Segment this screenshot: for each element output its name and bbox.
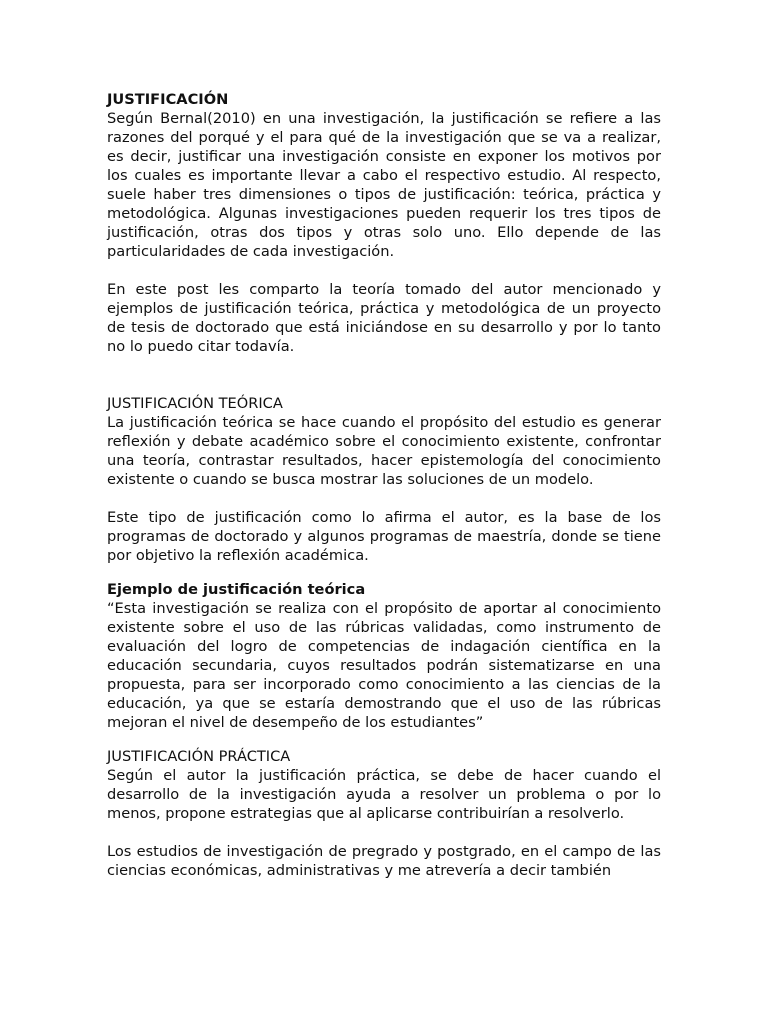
teorica-paragraph-2: Este tipo de justificación como lo afirma el autor, es la base de los programas de doctorado y algunos programas de maestría, donde se tiene por objetivo la reflexión académica.: [107, 509, 661, 564]
example-quote-teorica: “Esta investigación se realiza con el propósito de aportar al conocimiento existente sobre el uso de las rúbricas validadas, como instrumento de evaluación del logro de competencias de indagación científica en la educación secundaria, cuyos resultados podrán sistematizarse en una propuesta, para ser incorporado como conocimiento a las ciencias de la educación, ya que se estaría demostrando que el uso de las rúbricas mejoran el nivel de desempeño de los estudiantes”: [107, 600, 661, 731]
practica-paragraph-1: Según el autor la justificación práctica, se debe de hacer cuando el desarrollo de la investigación ayuda a resolver un problema o por lo menos, propone estrategias que al aplicarse contribuirían a resolverlo.: [107, 767, 661, 822]
section-title-teorica: JUSTIFICACIÓN TEÓRICA: [107, 395, 283, 412]
section-title-justificacion: JUSTIFICACIÓN: [107, 91, 229, 108]
intro-paragraph-2: En este post les comparto la teoría tomado del autor mencionado y ejemplos de justificación teórica, práctica y metodológica de un proyecto de tesis de doctorado que está iniciándose en su desarrollo y por lo tanto no lo puedo citar todavía.: [107, 281, 661, 355]
intro-paragraph-1: Según Bernal(2010) en una investigación, la justificación se refiere a las razones del porqué y el para qué de la investigación que se va a realizar, es decir, justificar una investigación consiste en exponer los motivos por los cuales es importante llevar a cabo el respectivo estudio. Al respecto, suele haber tres dimensiones o tipos de justificación: teórica, práctica y metodológica. Algunas investigaciones pueden requerir los tres tipos de justificación, otras dos tipos y otras solo uno. Ello depende de las particularidades de cada investigación.: [107, 110, 661, 260]
practica-paragraph-2: Los estudios de investigación de pregrado y postgrado, en el campo de las ciencias económicas, administrativas y me atrevería a decir también: [107, 843, 661, 879]
example-title-teorica: Ejemplo de justificación teórica: [107, 581, 366, 598]
section-title-practica: JUSTIFICACIÓN PRÁCTICA: [107, 748, 291, 765]
document-page: [107, 90, 661, 880]
teorica-paragraph-1: La justificación teórica se hace cuando el propósito del estudio es generar reflexión y debate académico sobre el conocimiento existente, confrontar una teoría, contrastar resultados, hacer epistemología del conocimiento existente o cuando se busca mostrar las soluciones de un modelo.: [107, 414, 661, 488]
